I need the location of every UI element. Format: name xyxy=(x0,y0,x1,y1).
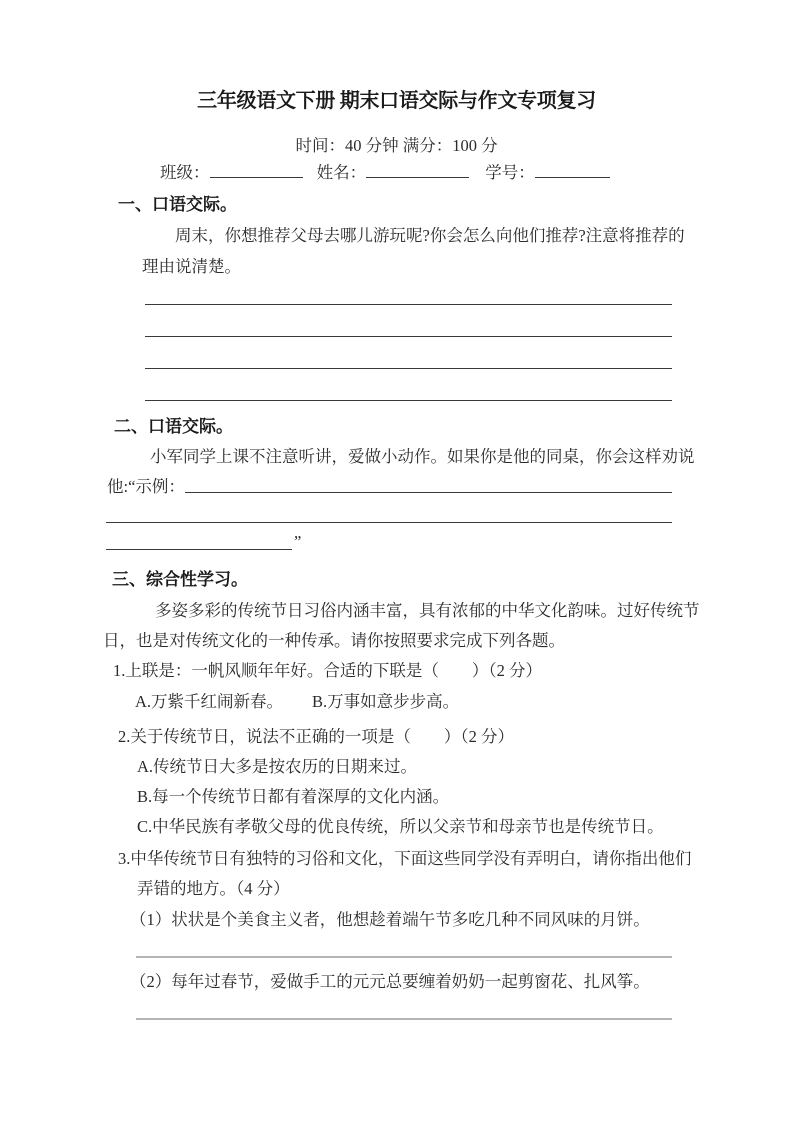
s2-prompt-row xyxy=(107,476,672,498)
question-3-line-1: 3.中华传统节日有独特的习俗和文化，下面这些同学没有弄明白，请你指出他们 xyxy=(118,849,692,868)
answer-line xyxy=(106,549,292,550)
question-2-option-b: B.每一个传统节日都有着深厚的文化内涵。 xyxy=(137,787,450,806)
s1-text-line-2: 理由说清楚。 xyxy=(142,257,241,276)
s3-intro-line-1: 多姿多彩的传统节日习俗内涵丰富，具有浓郁的中华文化韵味。过好传统节 xyxy=(155,601,700,620)
question-3-item-2: （2）每年过春节，爱做手工的元元总要缠着奶奶一起剪窗花、扎风筝。 xyxy=(130,972,650,991)
question-1-option-b: B.万事如意步步高。 xyxy=(312,692,460,711)
answer-line xyxy=(136,1018,672,1020)
question-2: 2.关于传统节日，说法不正确的一项是（ ）（2 分） xyxy=(118,727,514,746)
question-3-line-2: 弄错的地方。（4 分） xyxy=(137,879,290,898)
name-label: 姓名： xyxy=(316,163,367,182)
answer-line xyxy=(145,304,672,305)
class-label: 班级： xyxy=(160,163,210,182)
s3-intro-line-2: 日，也是对传统文化的一种传承。请你按照要求完成下列各题。 xyxy=(103,631,565,650)
answer-line xyxy=(185,476,672,493)
s2-text-line-1: 小军同学上课不注意听讲，爱做小动作。如果你是他的同桌，你会这样劝说 xyxy=(150,447,695,466)
answer-line xyxy=(145,400,672,401)
student-info-row xyxy=(160,162,610,184)
answer-line xyxy=(106,522,672,523)
s1-text-line-1: 周末，你想推荐父母去哪儿游玩呢?你会怎么向他们推荐?注意将推荐的 xyxy=(175,226,685,245)
question-1-option-a: A.万紫千红闹新春。 xyxy=(135,692,284,711)
section-3-heading: 三、综合性学习。 xyxy=(112,570,248,589)
name-blank xyxy=(366,162,469,178)
question-1: 1.上联是：一帆风顺年年好。合适的下联是（ ）（2 分） xyxy=(113,661,542,680)
exam-meta: 时间：40 分钟 满分：100 分 xyxy=(295,136,498,155)
id-label: 学号： xyxy=(485,163,535,182)
answer-line xyxy=(145,368,672,369)
answer-line xyxy=(136,956,672,958)
id-blank xyxy=(535,162,610,178)
question-2-option-a: A.传统节日大多是按农历的日期来过。 xyxy=(137,757,418,776)
question-2-option-c: C.中华民族有孝敬父母的优良传统，所以父亲节和母亲节也是传统节日。 xyxy=(137,817,664,836)
s2-closing-quote: ” xyxy=(294,532,302,551)
s2-prompt-prefix: 他:“示例： xyxy=(107,477,185,496)
class-blank xyxy=(210,162,303,178)
question-3-item-1: （1）状状是个美食主义者，他想趁着端午节多吃几种不同风味的月饼。 xyxy=(130,910,650,929)
answer-line xyxy=(145,336,672,337)
section-2-heading: 二、口语交际。 xyxy=(114,417,233,436)
section-1-heading: 一、口语交际。 xyxy=(118,195,237,214)
page-title: 三年级语文下册 期末口语交际与作文专项复习 xyxy=(197,90,596,112)
